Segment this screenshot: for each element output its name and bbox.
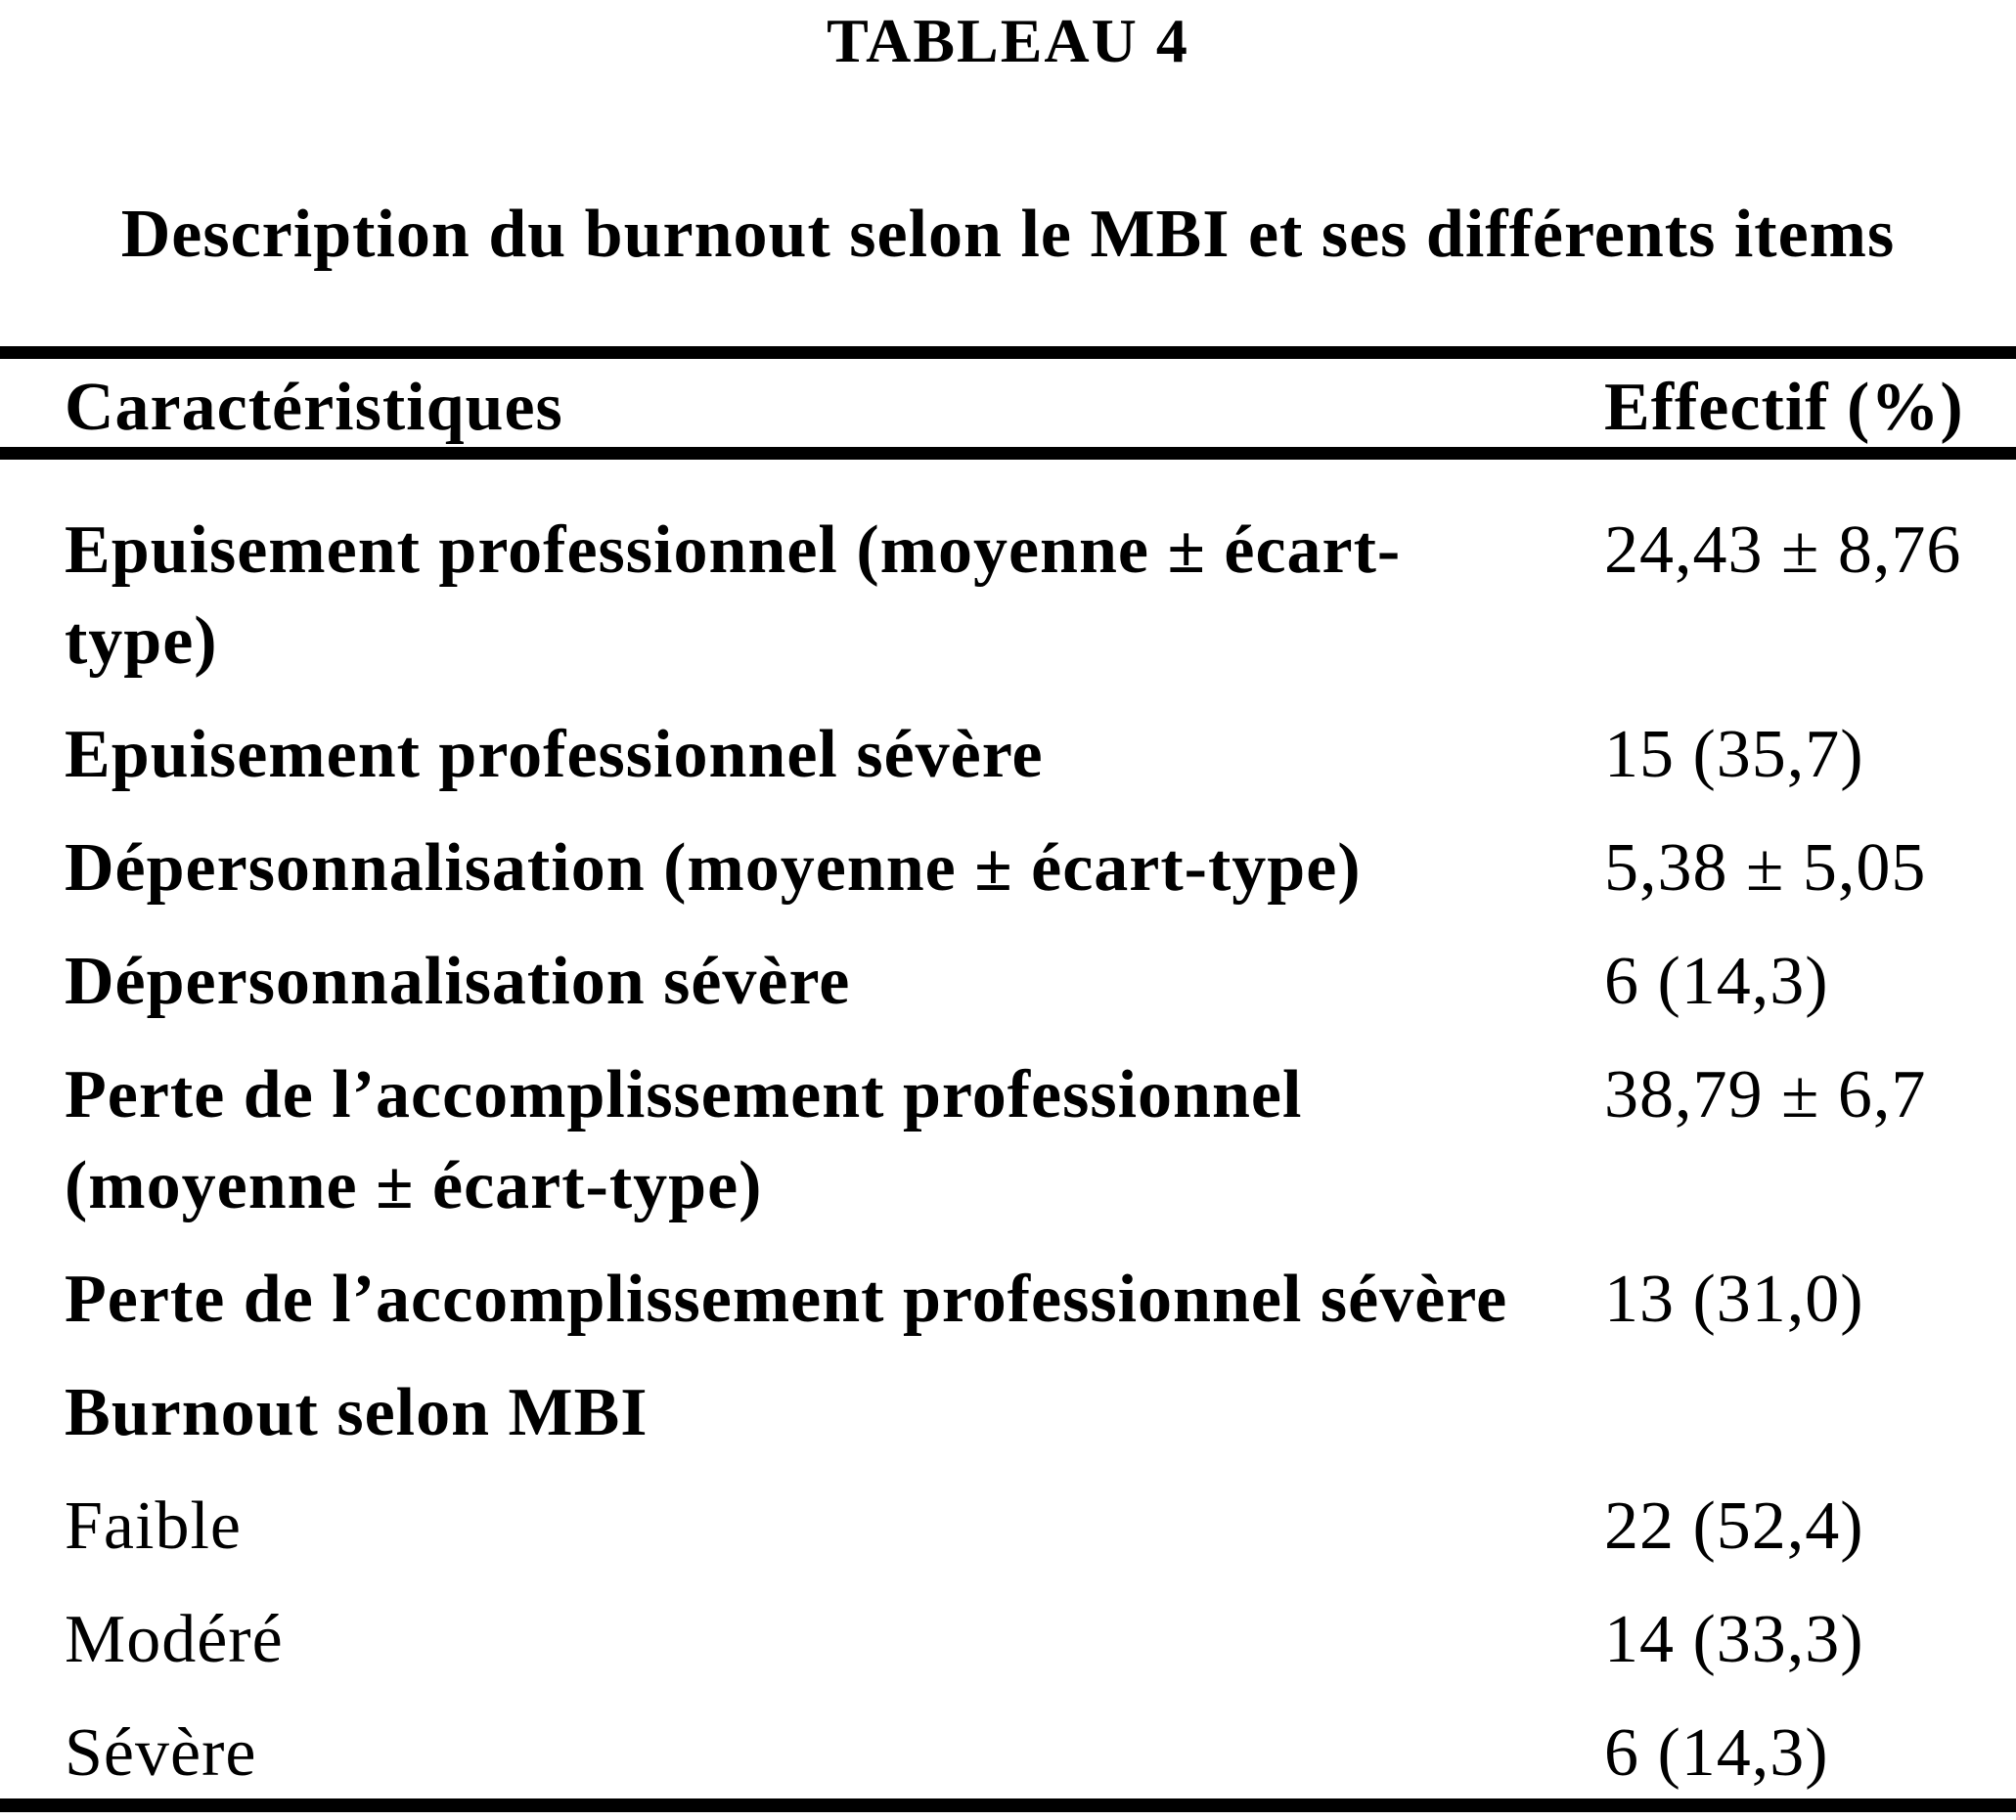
row-label: Epuisement professionnel (moyenne ± écart-type) [65, 512, 1402, 679]
row-value: 13 (31,0) [1604, 1262, 1864, 1337]
row-value: 6 (14,3) [1604, 944, 1829, 1019]
table-row [0, 505, 2016, 687]
table-header-row [0, 359, 2016, 447]
table-row [0, 1254, 2016, 1345]
table-row [0, 1367, 2016, 1458]
top-rule [0, 346, 2016, 359]
bottom-rule [0, 1798, 2016, 1812]
table-row [0, 936, 2016, 1027]
row-label: Dépersonnalisation (moyenne ± écart-type) [65, 830, 1362, 906]
table-caption: Description du burnout selon le MBI et ses différents items [120, 197, 1896, 272]
row-label: Modéré [65, 1602, 284, 1677]
table-row [0, 1594, 2016, 1685]
row-value: 24,43 ± 8,76 [1604, 512, 1962, 588]
row-label: Sévère [65, 1715, 257, 1791]
table-body [0, 460, 2016, 1798]
row-label: Epuisement professionnel sévère [65, 717, 1044, 792]
row-value: 38,79 ± 6,7 [1604, 1057, 1927, 1132]
table-row [0, 822, 2016, 913]
row-value: 5,38 ± 5,05 [1604, 830, 1927, 906]
row-value: 6 (14,3) [1604, 1715, 1829, 1791]
table-row [0, 709, 2016, 800]
column-header-caracteristiques: Caractéristiques [65, 370, 563, 445]
row-label: Dépersonnalisation sévère [65, 944, 851, 1019]
row-value: 15 (35,7) [1604, 717, 1864, 792]
row-value: 22 (52,4) [1604, 1488, 1864, 1564]
row-label: Burnout selon MBI [65, 1375, 649, 1450]
table-row [0, 1481, 2016, 1572]
column-header-effectif: Effectif (%) [1604, 370, 1964, 445]
table-row [0, 1708, 2016, 1798]
row-label: Perte de l’accomplissement professionnel (moyenne ± écart-type) [65, 1057, 1303, 1223]
row-label: Faible [65, 1488, 242, 1564]
row-value: 14 (33,3) [1604, 1602, 1864, 1677]
table-row [0, 1049, 2016, 1231]
table-number-heading: TABLEAU 4 [827, 6, 1189, 75]
row-value [1604, 1367, 2016, 1458]
header-rule [0, 447, 2016, 460]
row-label: Perte de l’accomplissement professionnel sévère [65, 1262, 1508, 1337]
